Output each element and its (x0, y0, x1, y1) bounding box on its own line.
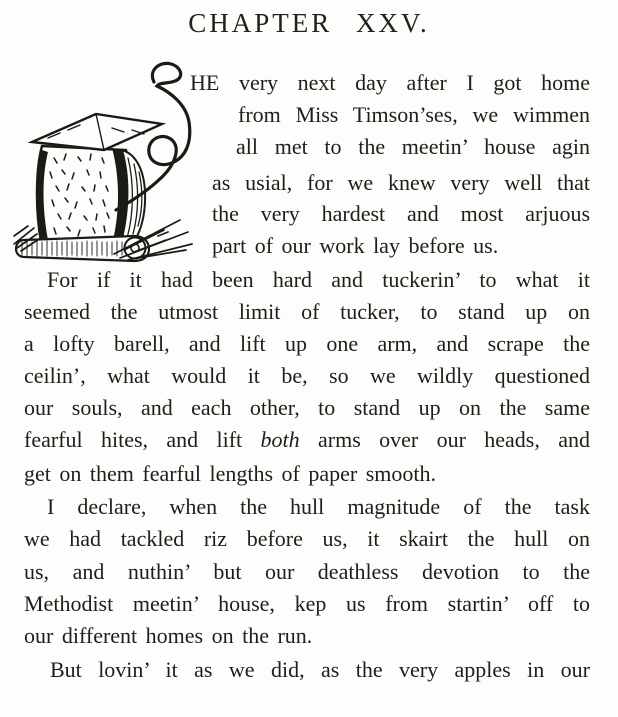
text-line: a lofty barell, and lift up one arm, and scrape the (24, 331, 590, 356)
text-line: For if it had been hard and tuckerin’ to what it (47, 267, 590, 292)
text-line-with-italic (24, 426, 590, 453)
text-line: we had tackled riz before us, it skairt the hull on (24, 526, 590, 551)
text-line: ceilin’, what would it be, so we wildly questioned (24, 363, 590, 388)
text-line: part of our work lay before us. (212, 233, 499, 258)
text-line: HE very next day after I got home (190, 70, 590, 95)
text-line: our souls, and each other, to stand up on the same (24, 395, 590, 420)
chapter-title: CHAPTER XXV. (188, 8, 430, 38)
text-line: the very hardest and most arjuous (212, 201, 590, 226)
text-line: Methodist meetin’ house, kep us from startin’ off to (24, 591, 590, 616)
text-line: get on them fearful lengths of paper smooth. (24, 461, 437, 486)
text-line: our different homes on the run. (24, 623, 313, 648)
text-line: But lovin’ it as we did, as the very apples in our (50, 657, 590, 682)
italic-word: both (260, 427, 300, 452)
text-line: I declare, when the hull magnitude of the task (47, 494, 590, 519)
text-line: all met to the meetin’ house agin (236, 134, 590, 159)
text-segment: fearful hites, and lift (24, 427, 261, 452)
text-line: as usial, for we knew very well that (212, 170, 590, 195)
text-line: from Miss Timson’ses, we wimmen (238, 102, 590, 127)
text-line: seemed the utmost limit of tucker, to stand up on (24, 299, 590, 324)
text-segment: arms over our heads, and (299, 427, 590, 452)
text-line: us, and nuthin’ but our deathless devotion to the (24, 559, 590, 584)
